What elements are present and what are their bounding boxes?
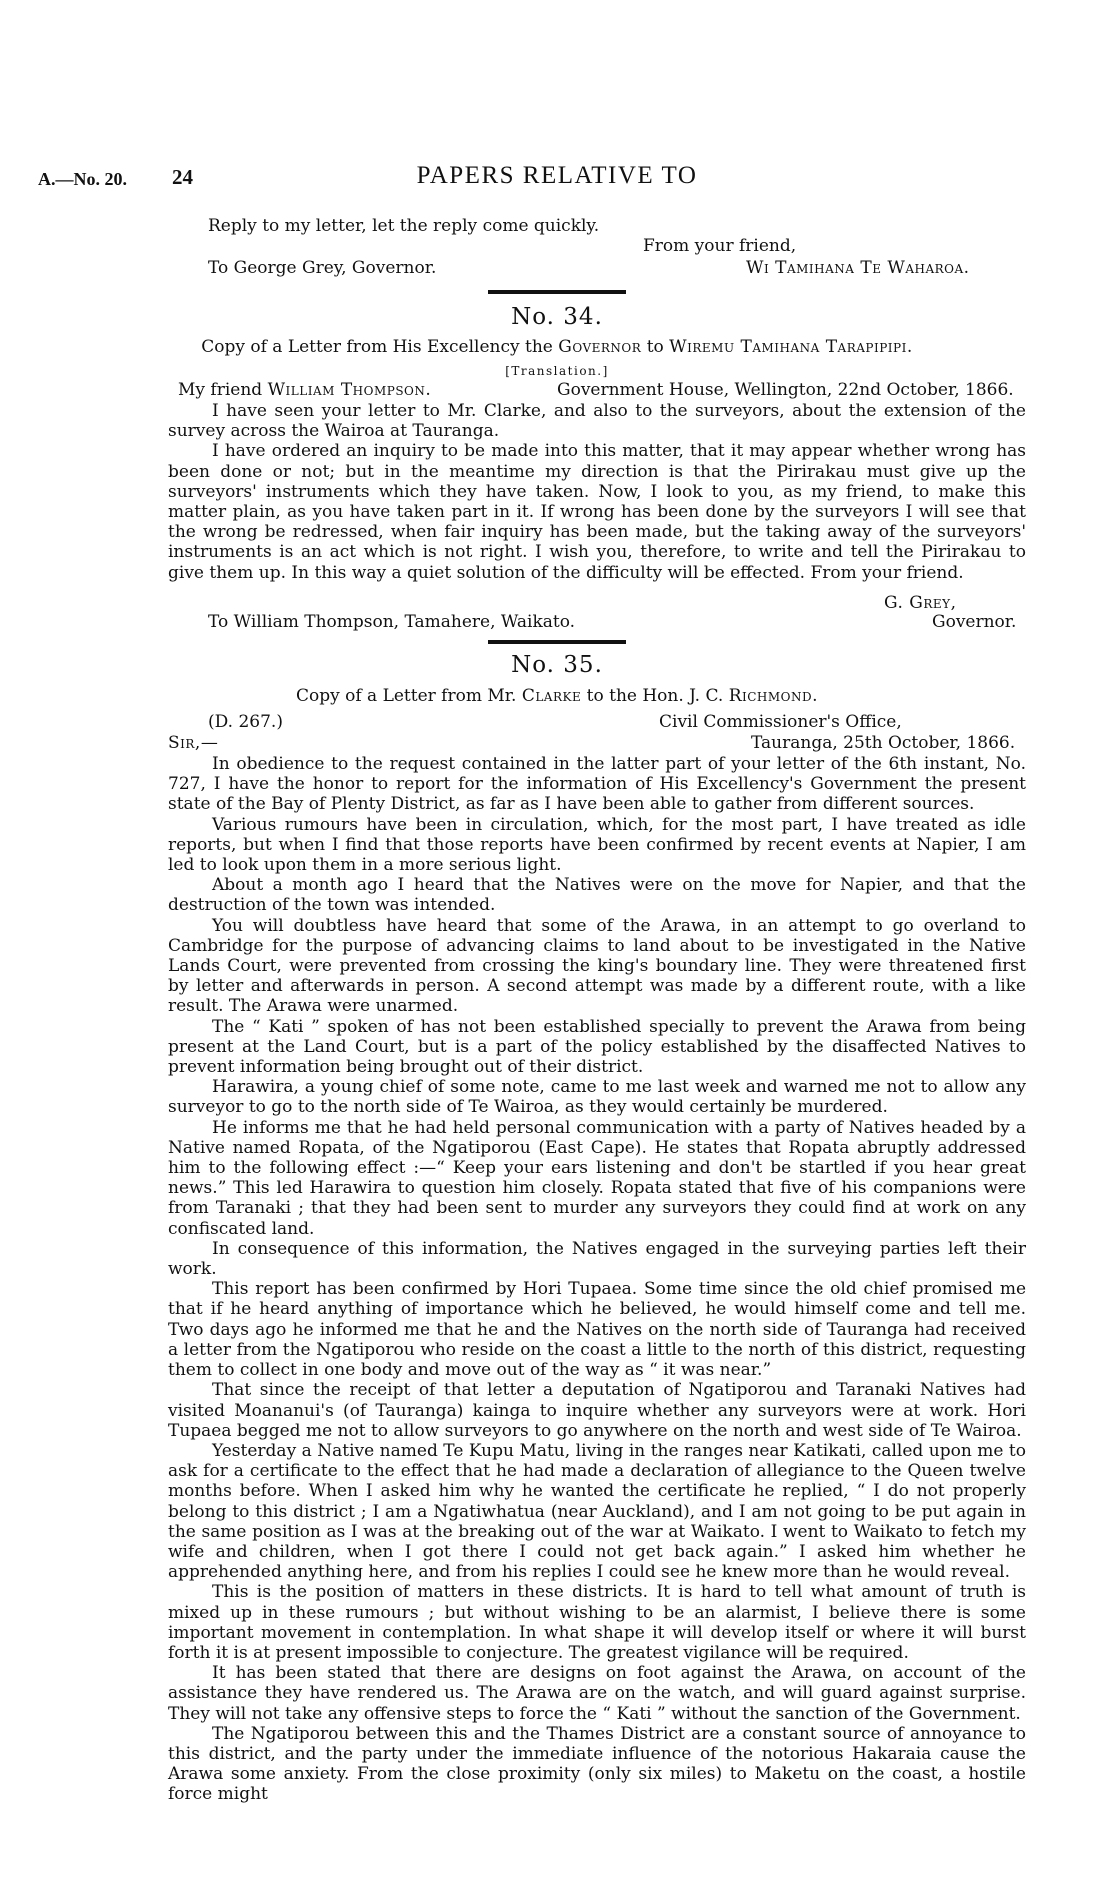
letter34-title-prefix: Copy of a Letter from His Excellency the [201, 337, 553, 357]
letter35-paragraph: The “ Kati ” spoken of has not been established specially to prevent the Arawa from being present at the Land Court, but is a part of the policy established by the disaffected Natives to prevent information being brought out of their district. [168, 1016, 1026, 1078]
letter35-title [0, 686, 1114, 706]
letter34-title [0, 337, 1114, 357]
letter35-number: No. 35. [511, 652, 603, 678]
letter35-paragraph: In consequence of this information, the Natives engaged in the surveying parties left their work. [168, 1238, 1026, 1280]
letter35-office: Civil Commissioner's Office, [659, 712, 902, 732]
letter34-title-from: Governor [558, 337, 642, 357]
letter35-paragraph: You will doubtless have heard that some of the Arawa, in an attempt to go overland to Cambridge for the purpose of advancing claims to land about to be investigated in the Native Lands Court, were prevented from crossing the king's boundary line. They were threatened first by letter and afterwards in person. A second attempt was made by a different route, with a like result. The Arawa were unarmed. [168, 915, 1026, 1017]
letter35-paragraph: Yesterday a Native named Te Kupu Matu, living in the ranges near Katikati, called upon me to ask for a certificate to the effect that he had made a declaration of allegiance to the Queen twelve months before. When I asked him why he wanted the certificate he replied, “ I do not properly belong to this district ; I am a Ngatiwhatua (near Auckland), and I am not going to be put again in the same position as I was at the breaking out of the war at Waikato. I went to Waikato to fetch my wife and children, when I got there I could not get back again.” I asked him whether he apprehended anything here, and from his replies I could see he knew more than he would reveal. [168, 1440, 1026, 1583]
page-number: 24 [172, 165, 193, 189]
section-divider-rule [488, 640, 626, 644]
section-divider-rule [488, 290, 626, 294]
letter34-place-date: Government House, Wellington, 22nd October, 1866. [557, 380, 1014, 400]
letter34-signature-title: Governor. [932, 612, 1017, 632]
letter35-reference: (D. 267.) [208, 712, 283, 732]
letter34-salutation-prefix: My friend [178, 380, 263, 400]
running-title: PAPERS RELATIVE TO [416, 162, 698, 189]
letter34-title-recipient: Wiremu Tamihana Tarapipipi. [669, 337, 913, 357]
letter34-title-to: to [646, 337, 664, 357]
letter35-body [168, 754, 1026, 1805]
letter35-paragraph: In obedience to the request contained in the latter part of your letter of the 6th instant, No. 727, I have the honor to report for the information of His Excellency's Government the present state of the Bay of Plenty District, as far as I have been able to gather from different sources. [168, 754, 1026, 815]
document-reference: A.—No. 20. [38, 169, 127, 189]
letter35-paragraph: This report has been confirmed by Hori Tupaea. Some time since the old chief promised me that if he heard anything of importance which he believed, he would himself come and tell me. Two days ago he informed me that he and the Natives on the north side of Tauranga had received a letter from the Ngatiporou who reside on the coast a little to the north of this district, requesting them to collect in one body and move out of the way as “ it was near.” [168, 1279, 1026, 1381]
letter35-paragraph: He informs me that he had held personal communication with a party of Natives headed by a Native named Ropata, of the Ngatiporou (East Cape). He states that Ropata abruptly addressed him to the following effect :—“ Keep your ears listening and don't be startled if you hear great news.” This led Harawira to question him closely. Ropata stated that five of his companions were from Taranaki ; that they had been sent to murder any surveyors they could find at work on any confiscated land. [168, 1117, 1026, 1239]
letter35-paragraph: About a month ago I heard that the Natives were on the move for Napier, and that the destruction of the town was intended. [168, 875, 1026, 916]
letter35-place-date: Tauranga, 25th October, 1866. [751, 733, 1016, 753]
letter35-title-prefix: Copy of a Letter from Mr. [295, 686, 517, 706]
letter34-number: No. 34. [511, 304, 603, 330]
letter35-paragraph: Harawira, a young chief of some note, came to me last week and warned me not to allow any surveyor to go to the north side of Te Wairoa, as they would certainly be murdered. [168, 1077, 1026, 1118]
letter35-paragraph: It has been stated that there are designs on foot against the Arawa, on account of the assistance they have rendered us. The Arawa are on the watch, and will guard against surprise. They will not take any offensive steps to force the “ Kati ” without the sanction of the Government. [168, 1663, 1026, 1724]
letter33-closing-line: Reply to my letter, let the reply come quickly. [208, 216, 600, 236]
letter34-paragraph: I have seen your letter to Mr. Clarke, and also to the surveyors, about the extension of the survey across the Wairoa at Tauranga. [168, 401, 1026, 442]
letter35-paragraph: That since the receipt of that letter a deputation of Ngatiporou and Taranaki Natives had visited Moananui's (of Tauranga) kainga to inquire whether any surveyors were at work. Hori Tupaea begged me not to allow surveyors to go anywhere on the north and west side of Te Wairoa. [168, 1380, 1026, 1441]
letter33-from-line: From your friend, [643, 236, 797, 256]
letter34-to-line: To William Thompson, Tamahere, Waikato. [208, 612, 576, 632]
letter35-paragraph: This is the position of matters in these districts. It is hard to tell what amount of truth is mixed up in these rumours ; but without wishing to be an alarmist, I believe there is some important movement in contemplation. In what shape it will develop itself or where it will burst forth it is at present impossible to conjecture. The greatest vigilance will be required. [168, 1582, 1026, 1663]
letter35-paragraph: Various rumours have been in circulation, which, for the most part, I have treated as idle reports, but when I find that those reports have been confirmed by recent events at Napier, I am led to look upon them in a more serious light. [168, 814, 1026, 876]
letter35-salutation: Sir,— [168, 733, 219, 753]
letter34-body [168, 401, 1026, 583]
letter33-to-line: To George Grey, Governor. [208, 258, 437, 278]
letter35-paragraph: The Ngatiporou between this and the Thames District are a constant source of annoyance to this district, and the party under the immediate influence of the notorious Hakaraia cause the Arawa some anxiety. From the close proximity (only six miles) to Maketu on the coast, a hostile force might [168, 1723, 1026, 1805]
letter34-paragraph: I have ordered an inquiry to be made into this matter, that it may appear whether wrong has been done or not; but in the meantime my direction is that the Pirirakau must give up the surveyors' instruments which they have taken. Now, I look to you, as my friend, to make this matter plain, as you have taken part in it. If wrong has been done by the surveyors I will see that the wrong be redressed, when fair inquiry has been made, but the taking away of the surveyors' instruments is an act which is not right. I wish you, therefore, to write and tell the Pirirakau to give them up. In this way a quiet solution of the difficulty will be effected. From your friend. [168, 441, 1026, 583]
letter35-title-from: Clarke [521, 686, 582, 706]
letter35-title-recipient: Richmond. [728, 686, 819, 706]
letter33-signature: Wi Tamihana Te Waharoa. [746, 258, 970, 278]
translation-note: [Translation.] [505, 364, 609, 378]
letter34-salutation-name: William Thompson. [267, 380, 432, 400]
letter34-signature: G. Grey, [884, 593, 957, 613]
letter35-title-to: to the Hon. J. C. [586, 686, 724, 706]
letter34-salutation [178, 380, 431, 400]
